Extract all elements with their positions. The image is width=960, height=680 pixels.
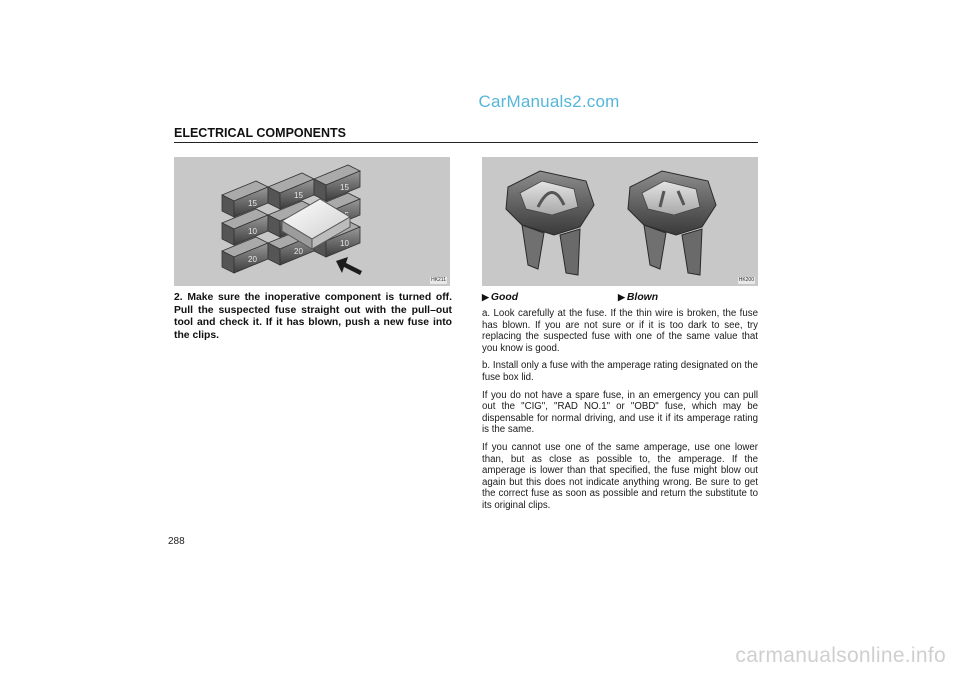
step-2-caption: 2. Make sure the inoperative component is turned off. Pull the suspected fuse straight out with the pull–out tool and check it. If it has blown, push a new fuse into the clips. bbox=[174, 292, 452, 341]
fuse-rating-label: 15 bbox=[294, 191, 303, 200]
page-number: 288 bbox=[168, 536, 185, 547]
section-title: ELECTRICAL COMPONENTS bbox=[174, 126, 346, 140]
body-text bbox=[482, 308, 758, 518]
legend-good-label: Good bbox=[490, 292, 519, 303]
pull-direction-arrow-icon bbox=[336, 257, 362, 275]
fuse-rating-label: 20 bbox=[248, 255, 257, 264]
paragraph-b: b. Install only a fuse with the amperage rating designated on the fuse box lid. bbox=[482, 360, 758, 383]
paragraph-spare-fuse: If you do not have a spare fuse, in an emergency you can pull out the "CIG", "RAD NO.1" or "OBD" fuse, which may be dispensable for normal driving, and use it if its amperage rating is the same. bbox=[482, 389, 758, 436]
watermark-bottom: carmanualsonline.info bbox=[735, 644, 946, 667]
fuse-rating-label: 15 bbox=[248, 199, 257, 208]
watermark-top: CarManuals2.com bbox=[478, 92, 620, 111]
fuse-rating-label: 10 bbox=[340, 239, 349, 248]
good-fuse-icon bbox=[506, 171, 594, 275]
fuse-box-figure bbox=[174, 157, 450, 286]
fuse-legend bbox=[482, 292, 762, 306]
fuse-rating-label: 10 bbox=[248, 227, 257, 236]
legend-blown bbox=[618, 292, 658, 303]
blown-fuse-icon bbox=[628, 171, 716, 275]
title-rule bbox=[174, 142, 758, 143]
fuse-comparison-illustration bbox=[482, 157, 758, 286]
fuse-rating-label: 15 bbox=[340, 183, 349, 192]
triangle-marker-icon: ▶ bbox=[618, 292, 625, 302]
legend-blown-label: Blown bbox=[626, 292, 659, 303]
paragraph-a: a. Look carefully at the fuse. If the thin wire is broken, the fuse has blown. If you are not sure or if it is too dark to see, try replacing the suspected fuse with one of the same value that you know is good. bbox=[482, 308, 758, 354]
fuse-comparison-figure bbox=[482, 157, 758, 286]
fuse-rating-label: 20 bbox=[294, 247, 303, 256]
triangle-marker-icon: ▶ bbox=[482, 292, 489, 302]
fuse-box-illustration bbox=[174, 157, 450, 286]
figure-code: HK211 bbox=[431, 277, 446, 283]
paragraph-lower-amperage: If you cannot use one of the same amperage, use one lower than, but as close as possible to, the amperage. If the amperage is lower than that specified, the fuse might blow out again but this does not indicate anything wrong. Be sure to get the correct fuse as soon as possible and return the substitute to its original clips. bbox=[482, 441, 758, 511]
legend-good bbox=[482, 292, 518, 303]
figure-code: HK200 bbox=[738, 277, 754, 283]
